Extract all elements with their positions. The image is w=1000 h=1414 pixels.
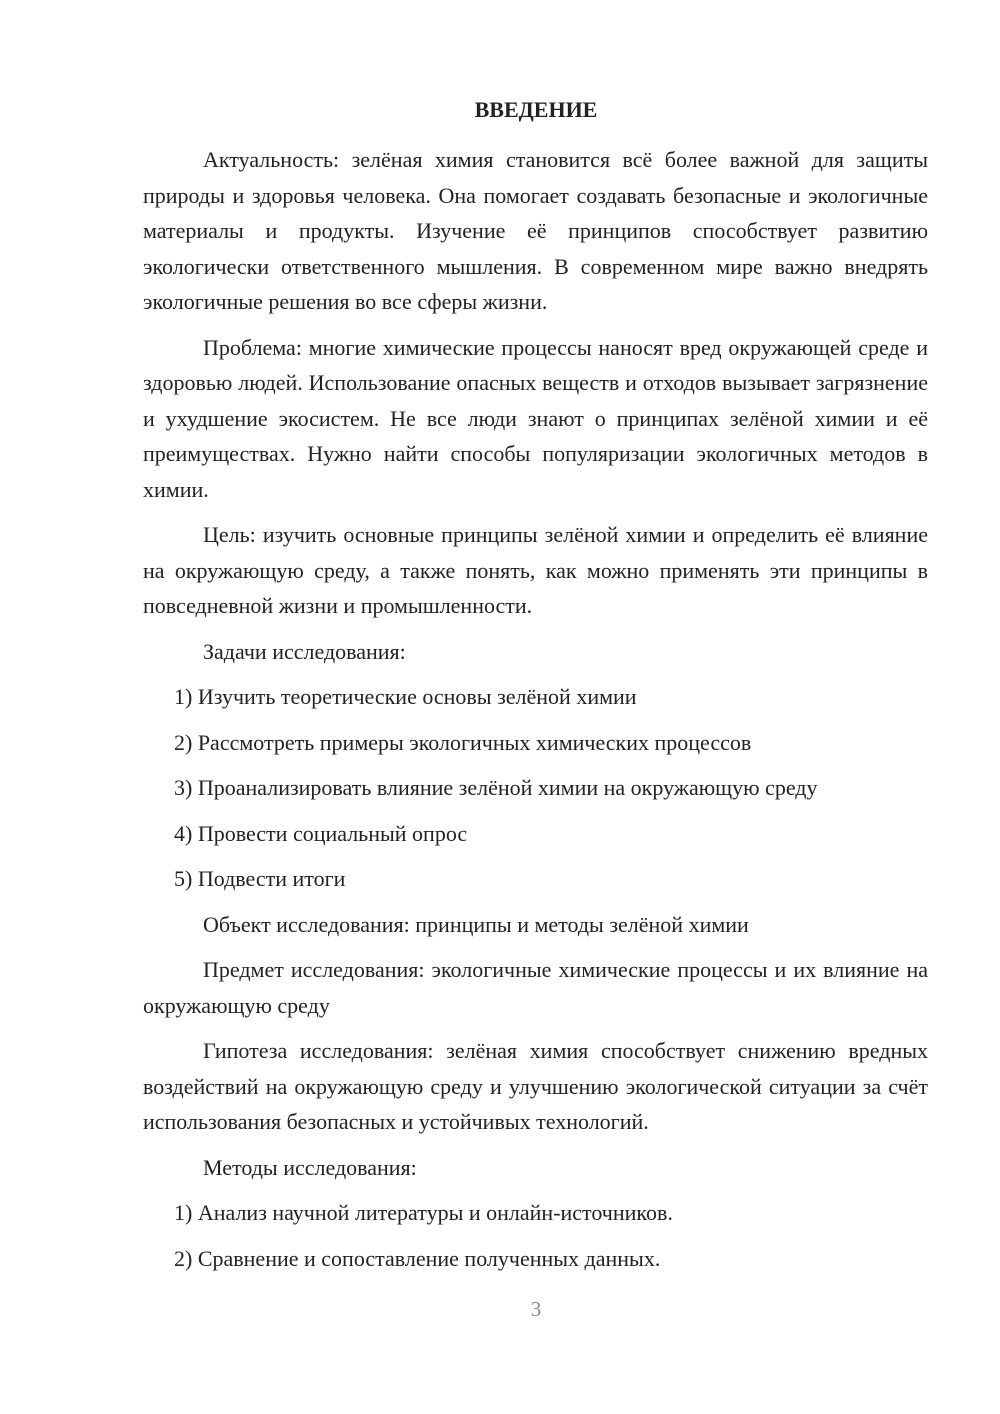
page-number: 3	[530, 1297, 542, 1321]
relevance-paragraph: Актуальность: зелёная химия становится всё более важной для защиты природы и здоровья человека. Она помогает создавать безопасные и экологичные материалы и продукты. Изучение её принципов способствует развитию экологически ответственного мышления. В современном мире важно внедрять экологичные решения во все сферы жизни.	[143, 147, 928, 314]
methods-heading: Методы исследования:	[203, 1154, 417, 1180]
method-item-1: 1) Анализ научной литературы и онлайн-источников.	[174, 1200, 673, 1225]
task-item-3: 3) Проанализировать влияние зелёной химии на окружающую среду	[174, 775, 818, 800]
task-item-5: 5) Подвести итоги	[174, 866, 346, 891]
subject-paragraph: Предмет исследования: экологичные химические процессы и их влияние на окружающую среду	[143, 957, 928, 1018]
document-body	[143, 142, 928, 1276]
method-item-2: 2) Сравнение и сопоставление полученных данных.	[174, 1245, 661, 1271]
goal-paragraph: Цель: изучить основные принципы зелёной химии и определить её влияние на окружающую среду, а также понять, как можно применять эти принципы в повседневной жизни и промышленности.	[143, 522, 928, 618]
tasks-heading: Задачи исследования:	[203, 638, 406, 664]
page-title: ВВЕДЕНИЕ	[474, 97, 598, 122]
hypothesis-paragraph: Гипотеза исследования: зелёная химия способствует снижению вредных воздействий на окружающую среду и улучшению экологической ситуации за счёт использования безопасных и устойчивых технологий.	[143, 1038, 928, 1134]
object-paragraph: Объект исследования: принципы и методы зелёной химии	[203, 911, 749, 937]
task-item-1: 1) Изучить теоретические основы зелёной химии	[174, 684, 637, 709]
task-item-2: 2) Рассмотреть примеры экологичных химических процессов	[174, 729, 752, 755]
problem-paragraph: Проблема: многие химические процессы наносят вред окружающей среде и здоровью людей. Использование опасных веществ и отходов вызывает загрязнение и ухудшение экосистем. Не все люди знают о принципах зелёной химии и её преимуществах. Нужно найти способы популяризации экологичных методов в химии.	[143, 334, 928, 502]
task-item-4: 4) Провести социальный опрос	[174, 820, 468, 846]
